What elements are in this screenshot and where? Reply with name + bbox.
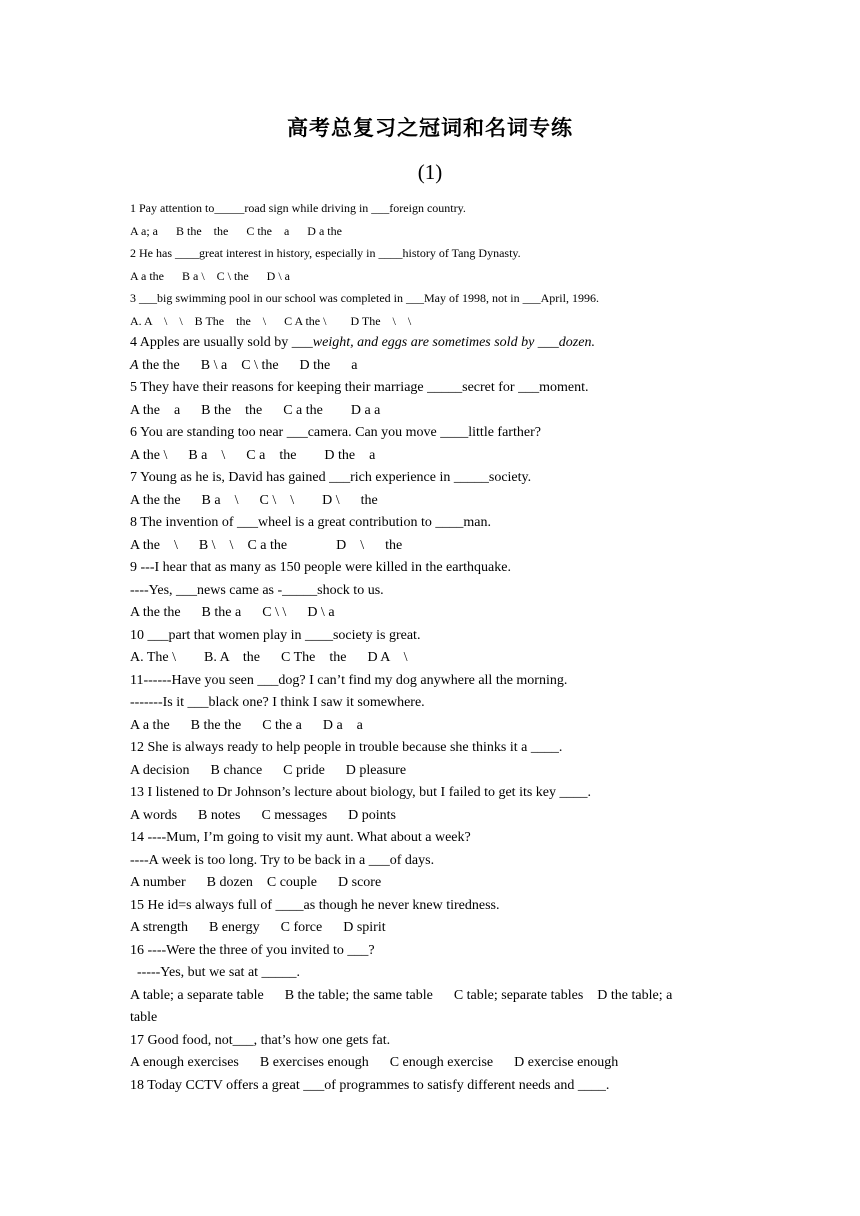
question-12-text: 12 She is always ready to help people in trouble because she thinks it a ____.: [130, 740, 563, 755]
question-14-options: A number B dozen C couple D score: [130, 875, 382, 890]
question-6-options: A the \ B a \ C a the D the a: [130, 447, 376, 463]
question-14-reply: ----A week is too long. Try to be back in a ___of days.: [130, 852, 435, 868]
question-4-option-letter: A: [130, 357, 139, 373]
question-8-text: 8 The invention of ___wheel is a great contribution to ____man.: [130, 515, 491, 530]
question-16-options: A table; a separate table B the table; the same table C table; separate tables D the table; a: [130, 987, 673, 1003]
page-subtitle: (1): [417, 160, 443, 184]
question-10-options: A. The \ B. A the C The the D A \: [130, 650, 408, 665]
question-2-text: 2 He has ____great interest in history, especially in ____history of Tang Dynasty.: [130, 246, 521, 260]
question-12-options: A decision B chance C pride D pleasure: [130, 762, 407, 778]
question-11-reply: -------Is it ___black one? I think I saw it somewhere.: [130, 695, 425, 710]
question-15-options: A strength B energy C force D spirit: [130, 920, 386, 935]
question-15-text: 15 He id=s always full of ____as though he never knew tiredness.: [130, 897, 500, 913]
question-16-options-continued: table: [130, 1010, 158, 1025]
question-4-text: [130, 332, 740, 355]
question-4-options-rest: the the B \ a C \ the D the a: [138, 357, 358, 373]
question-18-text: 18 Today CCTV offers a great ___of programmes to satisfy different needs and ____.: [130, 1077, 610, 1093]
question-5-text: 5 They have their reasons for keeping their marriage _____secret for ___moment.: [130, 380, 589, 395]
question-16-reply: -----Yes, but we sat at _____.: [130, 965, 301, 980]
question-3-text: 3 ___big swimming pool in our school was completed in ___May of 1998, not in ___April, 1996.: [130, 291, 599, 305]
question-5-options: A the a B the the C a the D a a: [130, 402, 381, 418]
page-title: 高考总复习之冠词和名词专练: [287, 116, 573, 140]
question-10-text: 10 ___part that women play in ____society is great.: [130, 627, 421, 643]
question-1-text: 1 Pay attention to_____road sign while driving in ___foreign country.: [130, 201, 466, 215]
question-14-text: 14 ----Mum, I’m going to visit my aunt. What about a week?: [130, 830, 471, 845]
question-17-text: 17 Good food, not___, that’s how one gets fat.: [130, 1032, 391, 1048]
question-3-options: A. A \ \ B The the \ C A the \ D The \ \: [130, 313, 412, 328]
question-6-text: 6 You are standing too near ___camera. Can you move ____little farther?: [130, 425, 541, 440]
question-8-options: A the \ B \ \ C a the D \ the: [130, 537, 403, 553]
question-2-options: A a the B a \ C \ the D \ a: [130, 268, 290, 283]
question-7-text: 7 Young as he is, David has gained ___rich experience in _____society.: [130, 470, 532, 485]
question-13-text: 13 I listened to Dr Johnson’s lecture about biology, but I failed to get its key ____.: [130, 785, 592, 800]
question-9-reply: ----Yes, ___news came as -_____shock to us.: [130, 582, 384, 598]
question-4-text-italic: weight, and eggs are sometimes sold by ___dozen.: [312, 335, 595, 350]
question-list: [130, 197, 740, 1097]
question-9-text: 9 ---I hear that as many as 150 people were killed in the earthquake.: [130, 560, 511, 575]
question-11-text: 11------Have you seen ___dog? I can’t find my dog anywhere all the morning.: [130, 672, 568, 688]
question-13-options: A words B notes C messages D points: [130, 807, 396, 823]
question-17-options: A enough exercises B exercises enough C enough exercise D exercise enough: [130, 1055, 619, 1070]
question-4-text-start: 4 Apples are usually sold by ___: [130, 335, 313, 350]
question-1-options: A a; a B the the C the a D a the: [130, 223, 342, 238]
question-9-options: A the the B the a C \ \ D \ a: [130, 605, 335, 620]
question-7-options: A the the B a \ C \ \ D \ the: [130, 492, 378, 508]
question-4-options: [130, 355, 740, 378]
question-11-options: A a the B the the C the a D a a: [130, 717, 363, 733]
question-16-text: 16 ----Were the three of you invited to ___?: [130, 942, 375, 958]
